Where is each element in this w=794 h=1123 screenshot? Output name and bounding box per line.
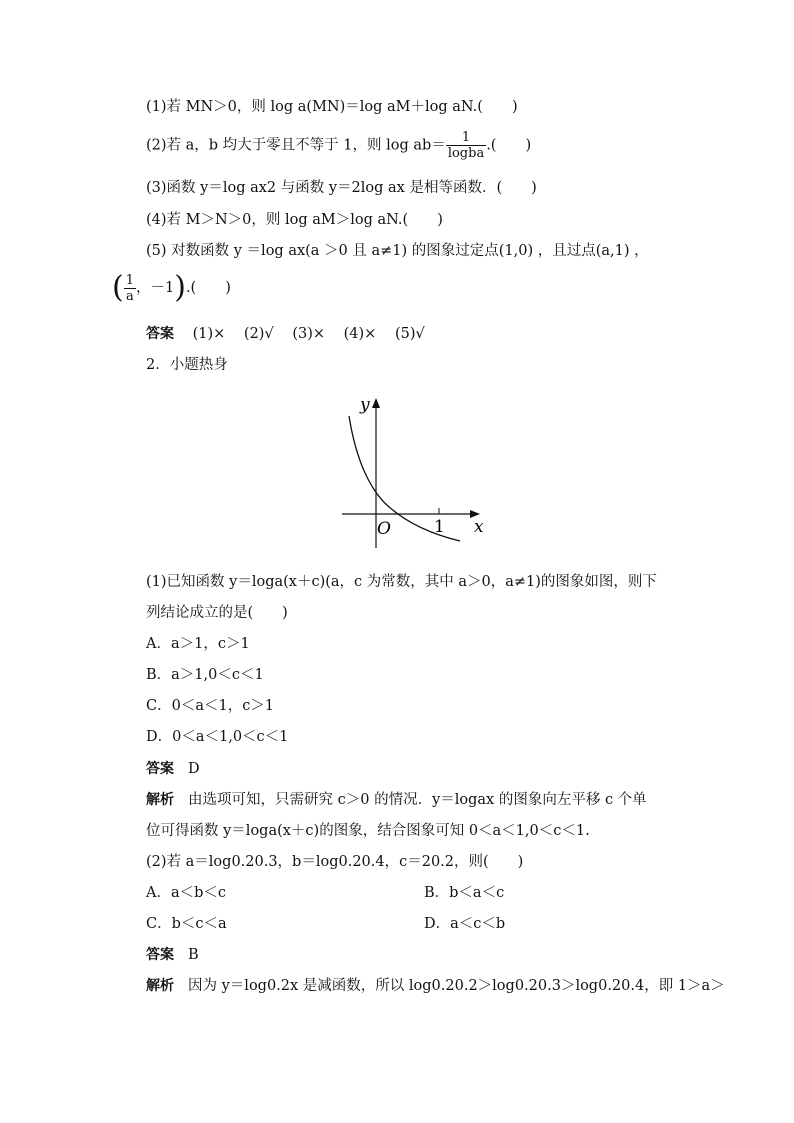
answer-item: (5)√ [394,326,425,342]
judge-item-2 [146,130,531,161]
analysis-text: 因为 y＝log0.2x 是减函数，所以 log0.20.2＞log0.20.3＞log0.20.4，即 1＞a＞ [188,978,725,994]
problem-1-analysis [146,790,647,810]
right-paren: ) [174,270,186,305]
answer-value: D [188,761,200,777]
problem-1-analysis-cont: 位可得函数 y＝loga(x＋c)的图象，结合图象可知 0＜a＜1,0＜c＜1. [146,823,590,839]
problem-1-stem-cont: 列结论成立的是( ) [146,605,288,621]
analysis-label: 解析 [146,978,174,994]
option-a: A．a＞1，c＞1 [146,636,250,652]
answer-label: 答案 [146,761,174,777]
judge-item-2-tail: .( ) [486,137,532,154]
answer-label: 答案 [146,947,174,963]
judge-item-2-text: (2)若 a，b 均大于零且不等于 1，则 log ab＝ [146,137,446,154]
fraction-denominator: logba [447,146,485,161]
option-c: C．0＜a＜1，c＞1 [146,698,275,714]
problem-1-stem: (1)已知函数 y＝loga(x＋c)(a，c 为常数，其中 a＞0，a≠1)的图象如图，则下 [146,574,657,590]
answer-item: (3)× [292,326,326,342]
judge-item-4: (4)若 M＞N＞0，则 log aM＞log aN.( ) [146,212,443,228]
answer-item: (1)× [192,326,226,342]
x-axis-label: x [474,517,484,537]
judge-item-3: (3)函数 y＝log ax2 与函数 y＝2log ax 是相等函数．( ) [146,180,537,196]
answer-label: 答案 [146,326,174,342]
judge-answer-line [146,324,425,344]
option-d: D．0＜a＜1,0＜c＜1 [146,729,289,745]
problem-2-stem: (2)若 a＝log0.20.3，b＝log0.20.4，c＝20.2，则( ) [146,854,524,870]
option-c: C．b＜c＜a [146,916,227,932]
point-coords: ，－1 [136,280,175,296]
option-b: B．a＞1,0＜c＜1 [146,667,264,683]
tick-label: 1 [434,517,445,537]
option-a: A．a＜b＜c [146,885,227,901]
judge-item-5-tail: .( ) [185,280,231,296]
section-title: 2．小题热身 [146,357,228,373]
y-axis-arrow [372,398,380,408]
problem-2-analysis [146,976,725,996]
fraction-numerator: 1 [446,130,486,146]
y-axis-label: y [360,395,370,415]
fraction-numerator: 1 [125,272,134,288]
analysis-label: 解析 [146,792,174,808]
answer-item: (2)√ [243,326,274,342]
option-b: B．b＜a＜c [424,885,505,901]
function-graph [340,390,490,550]
analysis-text: 由选项可知，只需研究 c＞0 的情况．y＝logax 的图象向左平移 c 个单 [188,792,647,808]
left-paren: ( [112,270,124,305]
fraction [124,273,136,304]
judge-item-5-cont [112,272,231,304]
fraction [446,130,486,161]
problem-2-answer [146,945,199,965]
problem-1-answer [146,759,200,779]
judge-item-1: (1)若 MN＞0，则 log a(MN)＝log aM＋log aN.( ) [146,99,518,115]
answer-item: (4)× [343,326,377,342]
origin-label: O [377,519,391,539]
option-d: D．a＜c＜b [424,916,506,932]
answer-value: B [188,947,199,963]
fraction-denominator: a [125,288,134,304]
judge-item-5: (5) 对数函数 y ＝log ax(a ＞0 且 a≠1) 的图象过定点(1,0) ，且过点(a,1) ， [146,243,649,259]
